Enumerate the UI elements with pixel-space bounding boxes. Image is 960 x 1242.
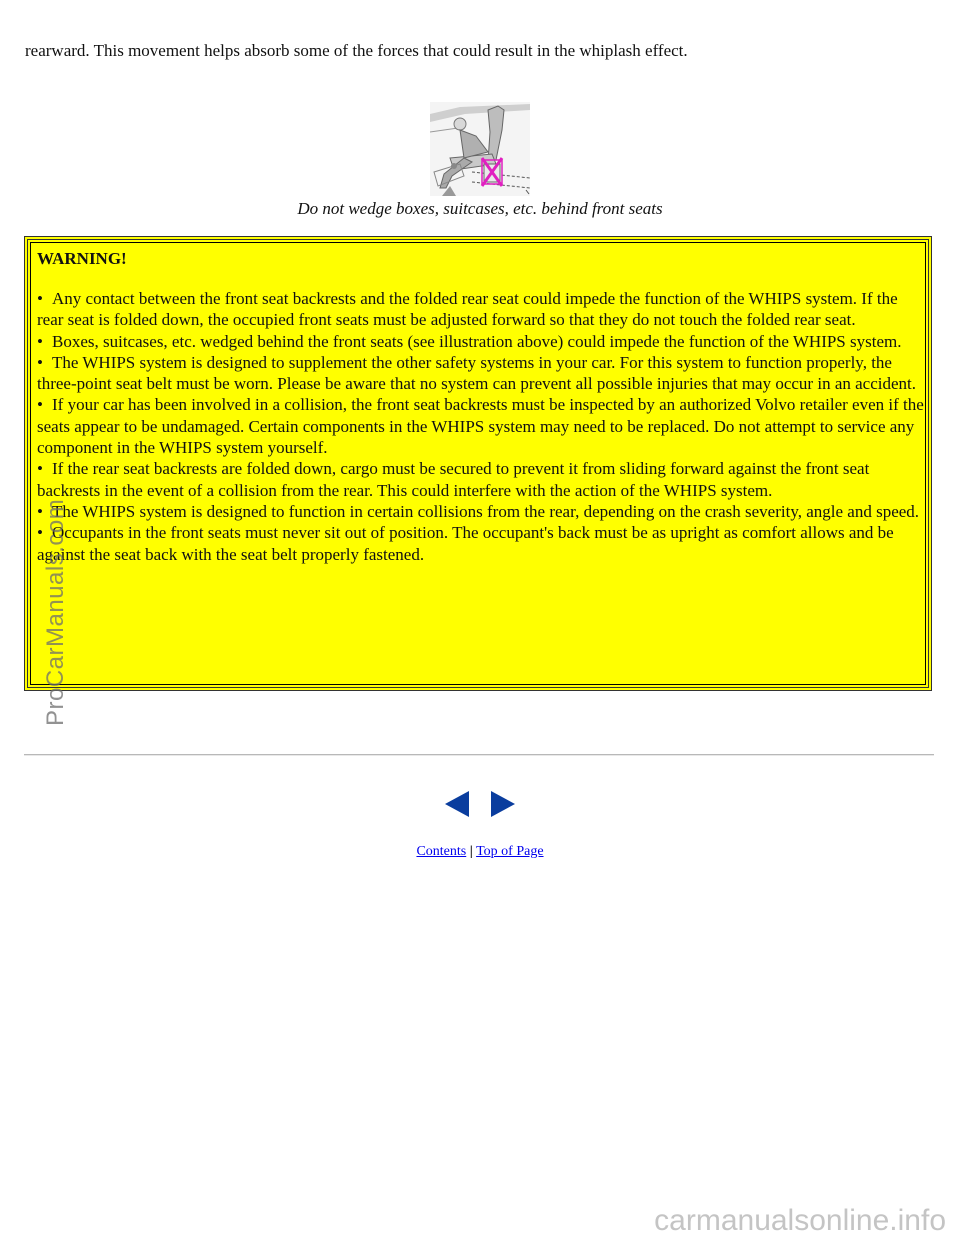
warning-item-text: Boxes, suitcases, etc. wedged behind the front seats (see illustration above) could impede the function of the WHIPS system. [52,331,902,351]
bullet-icon [37,458,52,479]
top-of-page-link[interactable]: Top of Page [476,844,544,859]
triangle-right-icon[interactable] [489,790,517,818]
warning-item-text: If your car has been involved in a collision, the front seat backrests must be inspected by an authorized Volvo retailer even if the seats appear to be undamaged. Certain components in the WHIPS system may need to be replaced. Do not attempt to service any component in the WHIPS system yourself. [37,395,924,458]
link-separator: | [469,844,473,859]
bullet-icon [37,352,52,373]
warning-item [37,394,925,458]
warning-item [37,501,925,522]
warning-item-text: The WHIPS system is designed to function in certain collisions from the rear, depending on the crash severity, angle and speed. [52,501,920,521]
bullet-icon [37,331,52,352]
warning-item [37,458,925,501]
warning-item-text: The WHIPS system is designed to supplement the other safety systems in your car. For this system to function properly, the three-point seat belt must be worn. Please be aware that no system can prevent all possible injuries that may occur in an accident. [37,352,916,394]
contents-link[interactable]: Contents [416,844,467,859]
warning-list [37,288,925,565]
bottom-watermark: carmanualsonline.info [654,1204,946,1237]
seat-with-box-crossed-icon [430,102,530,196]
warning-item [37,352,925,395]
triangle-left-icon[interactable] [443,790,471,818]
figure-caption: Do not wedge boxes, suitcases, etc. behind front seats [297,199,663,218]
footer-links [0,842,960,862]
warning-item-text: If the rear seat backrests are folded down, cargo must be secured to prevent it from sliding forward against the front seat backrests in the event of a collision from the rear. This could interfere with the action of the WHIPS system. [37,459,870,500]
seat-illustration [430,102,530,196]
warning-item [37,288,925,331]
page-navigation [443,790,518,818]
divider [24,754,934,756]
warning-item [37,522,925,565]
bullet-icon [37,394,52,415]
warning-box [24,236,932,691]
warning-title: WARNING! [37,249,127,268]
side-watermark: ProCarManuals.com [42,498,69,726]
warning-item-text: Any contact between the front seat backrests and the folded rear seat could impede the function of the WHIPS system. If the rear seat is folded down, the occupied front seats must be adjusted forward so that they do not touch the folded rear seat. [37,289,898,330]
warning-item [37,331,925,352]
bullet-icon [37,288,52,309]
intro-paragraph: rearward. This movement helps absorb some of the forces that could result in the whiplash effect. [25,41,688,60]
warning-item-text: Occupants in the front seats must never sit out of position. The occupant's back must be as upright as comfort allows and be against the seat back with the seat belt properly fastened. [37,523,894,564]
